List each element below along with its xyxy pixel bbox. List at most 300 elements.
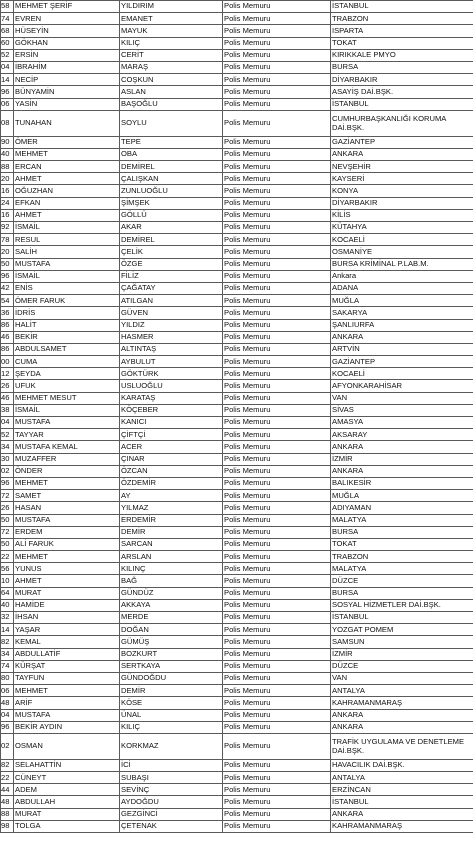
- table-row: [1, 477, 473, 489]
- table-row: [1, 331, 473, 343]
- row-id-cell: 26: [1, 380, 14, 392]
- table-row: [1, 319, 473, 331]
- first-name-cell: CÜNEYT: [14, 772, 120, 784]
- first-name-cell: CUMA: [14, 356, 120, 368]
- surname-cell: SOYLU: [120, 110, 223, 136]
- row-id-cell: 12: [1, 368, 14, 380]
- assigned-unit-cell: KİLİS: [331, 209, 473, 221]
- rank-title-cell: Polis Memuru: [223, 612, 331, 624]
- table-row: [1, 185, 473, 197]
- assigned-unit-cell: SAKARYA: [331, 307, 473, 319]
- row-id-cell: 40: [1, 599, 14, 611]
- surname-cell: AYDOĞDU: [120, 796, 223, 808]
- rank-title-cell: Polis Memuru: [223, 380, 331, 392]
- first-name-cell: YAŞAR: [14, 624, 120, 636]
- row-id-cell: 52: [1, 49, 14, 61]
- first-name-cell: MEHMET: [14, 477, 120, 489]
- table-row: [1, 173, 473, 185]
- row-id-cell: 58: [1, 1, 14, 13]
- first-name-cell: ABDULLAH: [14, 796, 120, 808]
- surname-cell: ÇELİK: [120, 246, 223, 258]
- table-row: [1, 465, 473, 477]
- row-id-cell: 36: [1, 307, 14, 319]
- row-id-cell: 32: [1, 612, 14, 624]
- row-id-cell: 34: [1, 648, 14, 660]
- assigned-unit-cell: ANKARA: [331, 465, 473, 477]
- rank-title-cell: Polis Memuru: [223, 599, 331, 611]
- row-id-cell: 92: [1, 222, 14, 234]
- assigned-unit-cell: ANTALYA: [331, 772, 473, 784]
- table-row: [1, 514, 473, 526]
- rank-title-cell: Polis Memuru: [223, 222, 331, 234]
- table-row: [1, 282, 473, 294]
- rank-title-cell: Polis Memuru: [223, 209, 331, 221]
- table-row: [1, 392, 473, 404]
- first-name-cell: HÜSEYİN: [14, 25, 120, 37]
- surname-cell: GÜNDOĞDU: [120, 672, 223, 684]
- surname-cell: GÖLLÜ: [120, 209, 223, 221]
- table-row: [1, 74, 473, 86]
- table-row: [1, 490, 473, 502]
- row-id-cell: 96: [1, 721, 14, 733]
- assigned-unit-cell: KIRIKKALE PMYO: [331, 49, 473, 61]
- surname-cell: KILIÇ: [120, 37, 223, 49]
- rank-title-cell: Polis Memuru: [223, 429, 331, 441]
- table-row: [1, 808, 473, 820]
- first-name-cell: MUSTAFA KEMAL: [14, 441, 120, 453]
- surname-cell: SERTKAYA: [120, 660, 223, 672]
- surname-cell: DEMİREL: [120, 161, 223, 173]
- rank-title-cell: Polis Memuru: [223, 465, 331, 477]
- rank-title-cell: Polis Memuru: [223, 563, 331, 575]
- row-id-cell: 78: [1, 234, 14, 246]
- table-row: [1, 563, 473, 575]
- first-name-cell: NECİP: [14, 74, 120, 86]
- rank-title-cell: Polis Memuru: [223, 148, 331, 160]
- assigned-unit-cell: ASAYİŞ DAİ.BŞK.: [331, 86, 473, 98]
- first-name-cell: İDRİS: [14, 307, 120, 319]
- assigned-unit-cell: KÜTAHYA: [331, 222, 473, 234]
- surname-cell: SEVİNÇ: [120, 784, 223, 796]
- table-row: [1, 538, 473, 550]
- assigned-unit-cell: İZMİR: [331, 648, 473, 660]
- surname-cell: ÖZGE: [120, 258, 223, 270]
- first-name-cell: ABDULSAMET: [14, 343, 120, 355]
- row-id-cell: 06: [1, 685, 14, 697]
- table-row: [1, 697, 473, 709]
- assigned-unit-cell: ADANA: [331, 282, 473, 294]
- rank-title-cell: Polis Memuru: [223, 477, 331, 489]
- rank-title-cell: Polis Memuru: [223, 368, 331, 380]
- rank-title-cell: Polis Memuru: [223, 502, 331, 514]
- surname-cell: KILINÇ: [120, 563, 223, 575]
- assigned-unit-cell: ANKARA: [331, 331, 473, 343]
- surname-cell: BAŞOĞLU: [120, 98, 223, 110]
- table-row: [1, 660, 473, 672]
- row-id-cell: 98: [1, 820, 14, 832]
- rank-title-cell: Polis Memuru: [223, 453, 331, 465]
- table-row: [1, 772, 473, 784]
- table-row: [1, 98, 473, 110]
- row-id-cell: 96: [1, 477, 14, 489]
- rank-title-cell: Polis Memuru: [223, 820, 331, 832]
- surname-cell: DEMİR: [120, 526, 223, 538]
- table-row: [1, 624, 473, 636]
- rank-title-cell: Polis Memuru: [223, 538, 331, 550]
- assigned-unit-cell: Ankara: [331, 270, 473, 282]
- first-name-cell: SELAHATTİN: [14, 759, 120, 771]
- row-id-cell: 88: [1, 808, 14, 820]
- assigned-unit-cell: MALATYA: [331, 514, 473, 526]
- first-name-cell: İSMAİL: [14, 404, 120, 416]
- first-name-cell: ERDEM: [14, 526, 120, 538]
- table-row: [1, 453, 473, 465]
- row-id-cell: 68: [1, 25, 14, 37]
- first-name-cell: SALİH: [14, 246, 120, 258]
- assigned-unit-cell: GAZİANTEP: [331, 356, 473, 368]
- surname-cell: FİLİZ: [120, 270, 223, 282]
- rank-title-cell: Polis Memuru: [223, 110, 331, 136]
- rank-title-cell: Polis Memuru: [223, 392, 331, 404]
- row-id-cell: 22: [1, 772, 14, 784]
- assigned-unit-cell: ANKARA: [331, 441, 473, 453]
- surname-cell: KILIÇ: [120, 721, 223, 733]
- first-name-cell: EFKAN: [14, 197, 120, 209]
- table-row: [1, 820, 473, 832]
- rank-title-cell: Polis Memuru: [223, 258, 331, 270]
- table-row: [1, 599, 473, 611]
- surname-cell: GEZGİNCİ: [120, 808, 223, 820]
- table-row: [1, 1, 473, 13]
- row-id-cell: 06: [1, 98, 14, 110]
- surname-cell: ACER: [120, 441, 223, 453]
- rank-title-cell: Polis Memuru: [223, 660, 331, 672]
- table-row: [1, 733, 473, 759]
- assigned-unit-cell: DİYARBAKIR: [331, 197, 473, 209]
- row-id-cell: 42: [1, 282, 14, 294]
- table-row: [1, 37, 473, 49]
- assigned-unit-cell: KAHRAMANMARAŞ: [331, 697, 473, 709]
- surname-cell: İCİ: [120, 759, 223, 771]
- row-id-cell: 48: [1, 697, 14, 709]
- first-name-cell: MURAT: [14, 587, 120, 599]
- assigned-unit-cell: OSMANİYE: [331, 246, 473, 258]
- table-row: [1, 612, 473, 624]
- row-id-cell: 04: [1, 417, 14, 429]
- rank-title-cell: Polis Memuru: [223, 441, 331, 453]
- surname-cell: ÖZCAN: [120, 465, 223, 477]
- table-row: [1, 258, 473, 270]
- surname-cell: EMANET: [120, 13, 223, 25]
- assigned-unit-cell: KOCAELİ: [331, 234, 473, 246]
- rank-title-cell: Polis Memuru: [223, 197, 331, 209]
- first-name-cell: MUZAFFER: [14, 453, 120, 465]
- rank-title-cell: Polis Memuru: [223, 587, 331, 599]
- rank-title-cell: Polis Memuru: [223, 759, 331, 771]
- row-id-cell: 88: [1, 161, 14, 173]
- row-id-cell: 86: [1, 319, 14, 331]
- surname-cell: AY: [120, 490, 223, 502]
- rank-title-cell: Polis Memuru: [223, 772, 331, 784]
- assigned-unit-cell: İZMİR: [331, 453, 473, 465]
- first-name-cell: TUNAHAN: [14, 110, 120, 136]
- first-name-cell: İHSAN: [14, 612, 120, 624]
- surname-cell: MAYUK: [120, 25, 223, 37]
- surname-cell: AKAR: [120, 222, 223, 234]
- assigned-unit-cell: İSTANBUL: [331, 1, 473, 13]
- rank-title-cell: Polis Memuru: [223, 514, 331, 526]
- surname-cell: ÇAĞATAY: [120, 282, 223, 294]
- assigned-unit-cell: AMASYA: [331, 417, 473, 429]
- table-row: [1, 417, 473, 429]
- assigned-unit-cell: BURSA: [331, 526, 473, 538]
- rank-title-cell: Polis Memuru: [223, 672, 331, 684]
- rank-title-cell: Polis Memuru: [223, 136, 331, 148]
- first-name-cell: MEHMET MESUT: [14, 392, 120, 404]
- first-name-cell: HALİT: [14, 319, 120, 331]
- surname-cell: CERİT: [120, 49, 223, 61]
- surname-cell: AYBULUT: [120, 356, 223, 368]
- first-name-cell: MEHMET: [14, 148, 120, 160]
- assigned-unit-cell: TRABZON: [331, 551, 473, 563]
- rank-title-cell: Polis Memuru: [223, 246, 331, 258]
- first-name-cell: HAMİDE: [14, 599, 120, 611]
- row-id-cell: 16: [1, 185, 14, 197]
- table-row: [1, 648, 473, 660]
- surname-cell: OBA: [120, 148, 223, 160]
- rank-title-cell: Polis Memuru: [223, 282, 331, 294]
- assigned-unit-cell: MUĞLA: [331, 490, 473, 502]
- assigned-unit-cell: İSTANBUL: [331, 612, 473, 624]
- first-name-cell: ÖMER: [14, 136, 120, 148]
- surname-cell: KÖSE: [120, 697, 223, 709]
- first-name-cell: MUSTAFA: [14, 258, 120, 270]
- first-name-cell: AHMET: [14, 209, 120, 221]
- row-id-cell: 56: [1, 563, 14, 575]
- row-id-cell: 20: [1, 246, 14, 258]
- rank-title-cell: Polis Memuru: [223, 161, 331, 173]
- assigned-unit-cell: BURSA: [331, 61, 473, 73]
- rank-title-cell: Polis Memuru: [223, 13, 331, 25]
- assigned-unit-cell: AKSARAY: [331, 429, 473, 441]
- row-id-cell: 52: [1, 429, 14, 441]
- table-row: [1, 148, 473, 160]
- assigned-unit-cell: BALIKESİR: [331, 477, 473, 489]
- rank-title-cell: Polis Memuru: [223, 648, 331, 660]
- rank-title-cell: Polis Memuru: [223, 784, 331, 796]
- surname-cell: DOĞAN: [120, 624, 223, 636]
- first-name-cell: BÜNYAMİN: [14, 86, 120, 98]
- assigned-unit-cell: BURSA KRİMİNAL P.LAB.M.: [331, 258, 473, 270]
- assigned-unit-cell: İSTANBUL: [331, 796, 473, 808]
- assigned-unit-cell: GAZİANTEP: [331, 136, 473, 148]
- assigned-unit-cell: VAN: [331, 672, 473, 684]
- first-name-cell: AHMET: [14, 575, 120, 587]
- table-row: [1, 502, 473, 514]
- first-name-cell: GÖKHAN: [14, 37, 120, 49]
- row-id-cell: 04: [1, 709, 14, 721]
- assigned-unit-cell: ANKARA: [331, 148, 473, 160]
- surname-cell: GÜMÜŞ: [120, 636, 223, 648]
- row-id-cell: 46: [1, 331, 14, 343]
- row-id-cell: 30: [1, 453, 14, 465]
- table-row: [1, 796, 473, 808]
- table-row: [1, 343, 473, 355]
- row-id-cell: 72: [1, 526, 14, 538]
- rank-title-cell: Polis Memuru: [223, 709, 331, 721]
- surname-cell: ÇETENAK: [120, 820, 223, 832]
- rank-title-cell: Polis Memuru: [223, 808, 331, 820]
- rank-title-cell: Polis Memuru: [223, 721, 331, 733]
- rank-title-cell: Polis Memuru: [223, 685, 331, 697]
- first-name-cell: TAYYAR: [14, 429, 120, 441]
- rank-title-cell: Polis Memuru: [223, 733, 331, 759]
- table-row: [1, 25, 473, 37]
- assigned-unit-cell: MALATYA: [331, 563, 473, 575]
- row-id-cell: 22: [1, 551, 14, 563]
- surname-cell: DEMİREL: [120, 234, 223, 246]
- surname-cell: HASMER: [120, 331, 223, 343]
- row-id-cell: 50: [1, 258, 14, 270]
- surname-cell: KORKMAZ: [120, 733, 223, 759]
- first-name-cell: SAMET: [14, 490, 120, 502]
- surname-cell: BAĞ: [120, 575, 223, 587]
- row-id-cell: 04: [1, 61, 14, 73]
- assigned-unit-cell: DİYARBAKIR: [331, 74, 473, 86]
- assigned-unit-cell: İSTANBUL: [331, 98, 473, 110]
- rank-title-cell: Polis Memuru: [223, 49, 331, 61]
- first-name-cell: YASİN: [14, 98, 120, 110]
- surname-cell: MERDE: [120, 612, 223, 624]
- assigned-unit-cell: SAMSUN: [331, 636, 473, 648]
- rank-title-cell: Polis Memuru: [223, 551, 331, 563]
- first-name-cell: TOLGA: [14, 820, 120, 832]
- row-id-cell: 02: [1, 733, 14, 759]
- rank-title-cell: Polis Memuru: [223, 331, 331, 343]
- assigned-unit-cell: TRABZON: [331, 13, 473, 25]
- rank-title-cell: Polis Memuru: [223, 98, 331, 110]
- assigned-unit-cell: KOCAELİ: [331, 368, 473, 380]
- surname-cell: ATILGAN: [120, 295, 223, 307]
- surname-cell: KANICI: [120, 417, 223, 429]
- surname-cell: KARATAŞ: [120, 392, 223, 404]
- assigned-unit-cell: KONYA: [331, 185, 473, 197]
- first-name-cell: ADEM: [14, 784, 120, 796]
- assigned-unit-cell: BURSA: [331, 587, 473, 599]
- assigned-unit-cell: KAHRAMANMARAŞ: [331, 820, 473, 832]
- first-name-cell: MUSTAFA: [14, 514, 120, 526]
- assigned-unit-cell: VAN: [331, 392, 473, 404]
- surname-cell: ÜNAL: [120, 709, 223, 721]
- assigned-unit-cell: TOKAT: [331, 538, 473, 550]
- row-id-cell: 00: [1, 356, 14, 368]
- rank-title-cell: Polis Memuru: [223, 25, 331, 37]
- assigned-unit-cell: MUĞLA: [331, 295, 473, 307]
- row-id-cell: 54: [1, 295, 14, 307]
- rank-title-cell: Polis Memuru: [223, 234, 331, 246]
- table-row: [1, 636, 473, 648]
- row-id-cell: 48: [1, 796, 14, 808]
- first-name-cell: YUNUS: [14, 563, 120, 575]
- assigned-unit-cell: ISPARTA: [331, 25, 473, 37]
- rank-title-cell: Polis Memuru: [223, 490, 331, 502]
- row-id-cell: 44: [1, 784, 14, 796]
- table-row: [1, 672, 473, 684]
- row-id-cell: 50: [1, 538, 14, 550]
- surname-cell: GÖKTÜRK: [120, 368, 223, 380]
- first-name-cell: EVREN: [14, 13, 120, 25]
- surname-cell: KÖÇEBER: [120, 404, 223, 416]
- first-name-cell: BEKİR AYDIN: [14, 721, 120, 733]
- first-name-cell: ERSİN: [14, 49, 120, 61]
- rank-title-cell: Polis Memuru: [223, 173, 331, 185]
- row-id-cell: 74: [1, 660, 14, 672]
- surname-cell: YILDIRIM: [120, 1, 223, 13]
- assigned-unit-cell: SİVAS: [331, 404, 473, 416]
- surname-cell: BOZKURT: [120, 648, 223, 660]
- row-id-cell: 96: [1, 270, 14, 282]
- assigned-unit-cell: ANKARA: [331, 709, 473, 721]
- row-id-cell: 74: [1, 13, 14, 25]
- rank-title-cell: Polis Memuru: [223, 185, 331, 197]
- surname-cell: GÜNDÜZ: [120, 587, 223, 599]
- row-id-cell: 14: [1, 624, 14, 636]
- assigned-unit-cell: DÜZCE: [331, 575, 473, 587]
- personnel-table-body: [1, 1, 473, 833]
- assigned-unit-cell: ERZİNCAN: [331, 784, 473, 796]
- table-row: [1, 759, 473, 771]
- row-id-cell: 50: [1, 514, 14, 526]
- assigned-unit-cell: NEVŞEHİR: [331, 161, 473, 173]
- table-row: [1, 784, 473, 796]
- first-name-cell: BEKİR: [14, 331, 120, 343]
- assigned-unit-cell: ŞANLIURFA: [331, 319, 473, 331]
- rank-title-cell: Polis Memuru: [223, 624, 331, 636]
- table-row: [1, 270, 473, 282]
- first-name-cell: İBRAHİM: [14, 61, 120, 73]
- table-row: [1, 110, 473, 136]
- surname-cell: DEMİR: [120, 685, 223, 697]
- table-row: [1, 234, 473, 246]
- assigned-unit-cell: KAYSERİ: [331, 173, 473, 185]
- first-name-cell: ARİF: [14, 697, 120, 709]
- first-name-cell: MEHMET ŞERİF: [14, 1, 120, 13]
- surname-cell: ZUNLUOĞLU: [120, 185, 223, 197]
- row-id-cell: 10: [1, 575, 14, 587]
- table-row: [1, 86, 473, 98]
- first-name-cell: MUSTAFA: [14, 417, 120, 429]
- assigned-unit-cell: ADIYAMAN: [331, 502, 473, 514]
- assigned-unit-cell: ANTALYA: [331, 685, 473, 697]
- table-row: [1, 136, 473, 148]
- rank-title-cell: Polis Memuru: [223, 74, 331, 86]
- assigned-unit-cell: ARTVİN: [331, 343, 473, 355]
- table-row: [1, 197, 473, 209]
- assigned-unit-cell: SOSYAL HİZMETLER DAİ.BŞK.: [331, 599, 473, 611]
- surname-cell: ÇİFTÇİ: [120, 429, 223, 441]
- rank-title-cell: Polis Memuru: [223, 37, 331, 49]
- surname-cell: USLUOĞLU: [120, 380, 223, 392]
- row-id-cell: 60: [1, 37, 14, 49]
- rank-title-cell: Polis Memuru: [223, 343, 331, 355]
- table-row: [1, 246, 473, 258]
- surname-cell: ÇINAR: [120, 453, 223, 465]
- first-name-cell: MEHMET: [14, 551, 120, 563]
- row-id-cell: 40: [1, 148, 14, 160]
- first-name-cell: İSMAİL: [14, 222, 120, 234]
- first-name-cell: MEHMET: [14, 685, 120, 697]
- row-id-cell: 08: [1, 110, 14, 136]
